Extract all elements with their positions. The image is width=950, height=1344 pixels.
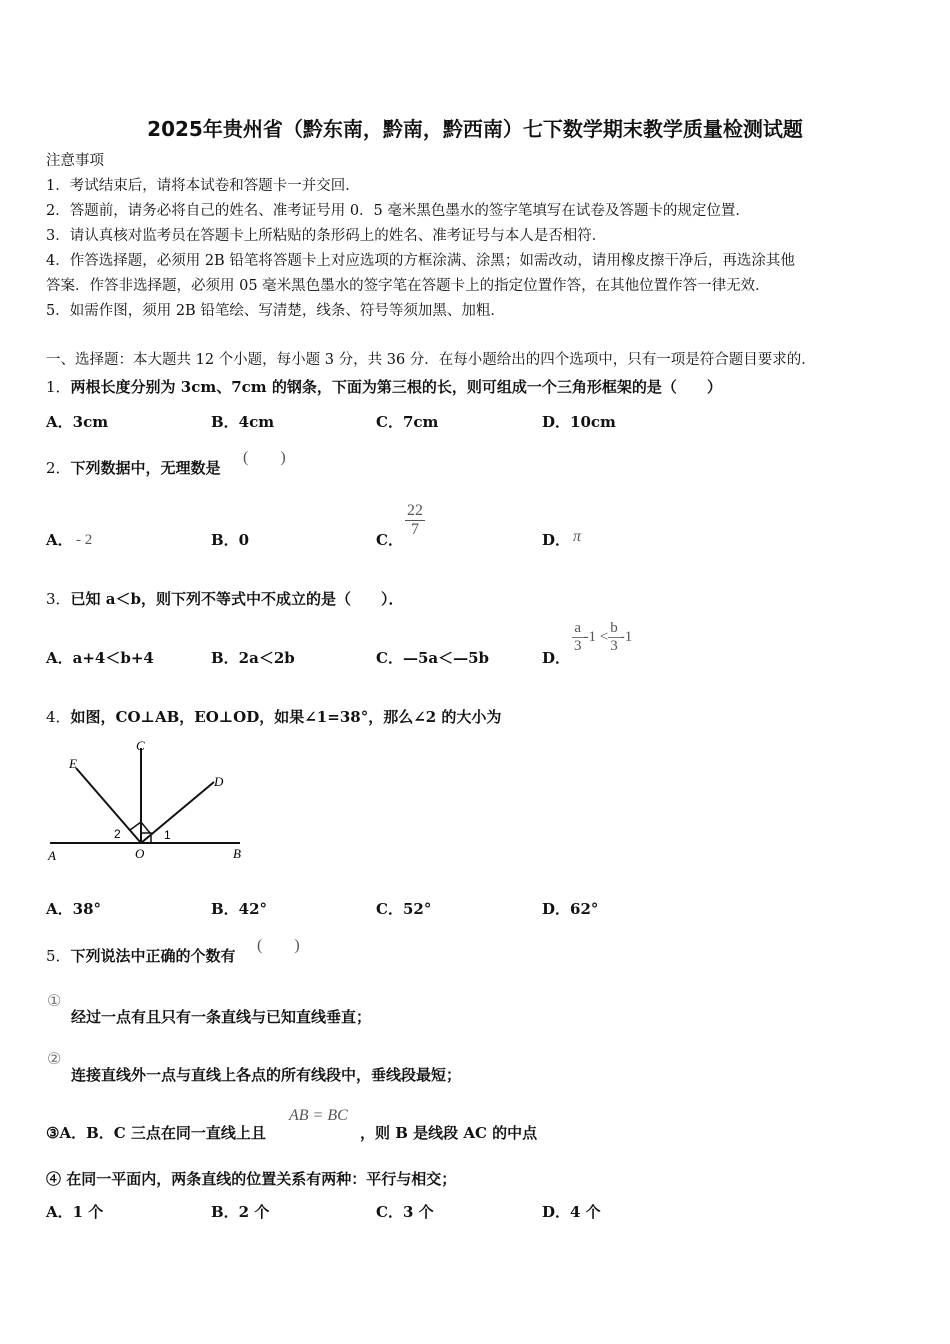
fraction-denominator: 3 xyxy=(610,638,618,654)
notice-item: 4．作答选择题，必须用 2B 铅笔将答题卡上对应选项的方框涂满、涂黑；如需改动，请用橡皮擦干净后，再选涂其他 xyxy=(46,253,795,269)
angle-1-label: 1 xyxy=(164,828,171,842)
statement-3-post: ，则 B 是线段 AC 的中点 xyxy=(360,1124,538,1142)
statement-3-pre: ③A．B．C 三点在同一直线上且 xyxy=(46,1124,266,1142)
question-number: 4． xyxy=(46,708,71,726)
q2-option-c-label: C． xyxy=(376,531,403,549)
q2-paren: ( ) xyxy=(243,449,286,466)
angle-2-label: 2 xyxy=(114,827,121,841)
label-e: E xyxy=(69,756,77,771)
label-o: O xyxy=(135,846,145,861)
q5-paren: ( ) xyxy=(257,937,300,954)
question-number: 1． xyxy=(46,378,71,396)
q1-option-d: D．10cm xyxy=(542,413,616,431)
fraction-numerator: 22 xyxy=(407,502,423,519)
q4-option-c: C．52° xyxy=(376,900,432,918)
q4-option-b: B．42° xyxy=(211,900,268,918)
q3-option-d-label: D． xyxy=(542,649,571,667)
q5-option-c: C．3 个 xyxy=(376,1203,434,1221)
q1-option-b: B．4cm xyxy=(211,413,275,431)
q2-option-b: B．0 xyxy=(211,531,250,549)
question-number: 3． xyxy=(46,590,71,608)
q3-option-c: C．—5a＜—5b xyxy=(376,649,490,667)
question-5 xyxy=(46,945,236,966)
question-text: 两根长度分别为 3cm、7cm 的钢条，下面为第三根的长，则可组成一个三角形框架的是（ ） xyxy=(70,378,722,396)
question-1 xyxy=(46,376,722,397)
q1-option-c: C．7cm xyxy=(376,413,439,431)
q5-option-b: B．2 个 xyxy=(211,1203,270,1221)
statement-3-math: AB = BC xyxy=(289,1107,348,1124)
fraction-denominator: 7 xyxy=(411,521,419,538)
q3-option-d-math xyxy=(572,620,632,655)
statement-4: ④ 在同一平面内，两条直线的位置关系有两种：平行与相交； xyxy=(46,1170,457,1188)
q3-option-b: B．2a＜2b xyxy=(211,649,295,667)
question-number: 5． xyxy=(46,947,71,965)
line-od xyxy=(141,782,214,843)
fraction-denominator: 3 xyxy=(574,638,582,654)
notice-item: 答案．作答非选择题，必须用 05 毫米黑色墨水的签字笔在答题卡上的指定位置作答，在其他位置作答一律无效． xyxy=(46,278,770,294)
q4-option-d: D．62° xyxy=(542,900,599,918)
label-b: B xyxy=(233,846,241,861)
notice-heading: 注意事项 xyxy=(46,153,104,169)
question-3 xyxy=(46,588,403,609)
question-text: 下列数据中，无理数是 xyxy=(70,459,221,477)
question-2 xyxy=(46,457,221,478)
line-oe xyxy=(76,768,141,843)
q2-option-c-fraction xyxy=(405,502,425,539)
q2-option-a-value: - 2 xyxy=(76,532,93,548)
question-number: 2． xyxy=(46,459,71,477)
label-a: A xyxy=(48,848,56,863)
section-heading: 一、选择题：本大题共 12 个小题，每小题 3 分，共 36 分．在每小题给出的四个选项中，只有一项是符合题目要求的． xyxy=(46,352,816,368)
question-text: 下列说法中正确的个数有 xyxy=(70,947,236,965)
q4-option-a: A．38° xyxy=(46,900,102,918)
page-title: 2025年贵州省（黔东南，黔南，黔西南）七下数学期末教学质量检测试题 xyxy=(147,117,803,141)
label-c: C xyxy=(136,738,145,753)
math-operator: -1 < xyxy=(583,629,609,645)
q3-option-a: A．a+4＜b+4 xyxy=(46,649,154,667)
question-4 xyxy=(46,706,501,727)
notice-item: 3．请认真核对监考员在答题卡上所粘贴的条形码上的姓名、准考证号与本人是否相符． xyxy=(46,228,607,244)
q5-option-d: D．4 个 xyxy=(542,1203,601,1221)
q5-option-a: A．1 个 xyxy=(46,1203,104,1221)
q4-geometry-figure xyxy=(40,730,260,870)
statement-1: 经过一点有且只有一条直线与已知直线垂直； xyxy=(71,1008,372,1026)
label-d: D xyxy=(214,774,224,789)
fraction-numerator: a xyxy=(572,620,584,638)
notice-item: 1．考试结束后，请将本试卷和答题卡一并交回． xyxy=(46,178,360,194)
statement-2: 连接直线外一点与直线上各点的所有线段中，垂线段最短； xyxy=(71,1066,462,1084)
q2-option-d-value: π xyxy=(573,528,582,545)
statement-1-marker: ① xyxy=(47,991,62,1010)
statement-2-marker: ② xyxy=(47,1049,62,1068)
q1-option-a: A．3cm xyxy=(46,413,109,431)
question-text: 如图，CO⊥AB，EO⊥OD，如果∠1=38°，那么∠2 的大小为 xyxy=(70,708,502,726)
notice-item: 2．答题前，请务必将自己的姓名、准考证号用 0．5 毫米黑色墨水的签字笔填写在试卷及答题卡的规定位置． xyxy=(46,203,750,219)
fraction-numerator: b xyxy=(610,620,618,636)
q2-option-d-label: D． xyxy=(542,531,571,549)
question-text: 已知 a＜b，则下列不等式中不成立的是（ ）． xyxy=(70,590,404,608)
q2-option-a-label: A． xyxy=(46,531,73,549)
math-operator: -1 xyxy=(619,629,633,645)
notice-item: 5．如需作图，须用 2B 铅笔绘、写清楚，线条、符号等须加黑、加粗． xyxy=(46,303,505,319)
